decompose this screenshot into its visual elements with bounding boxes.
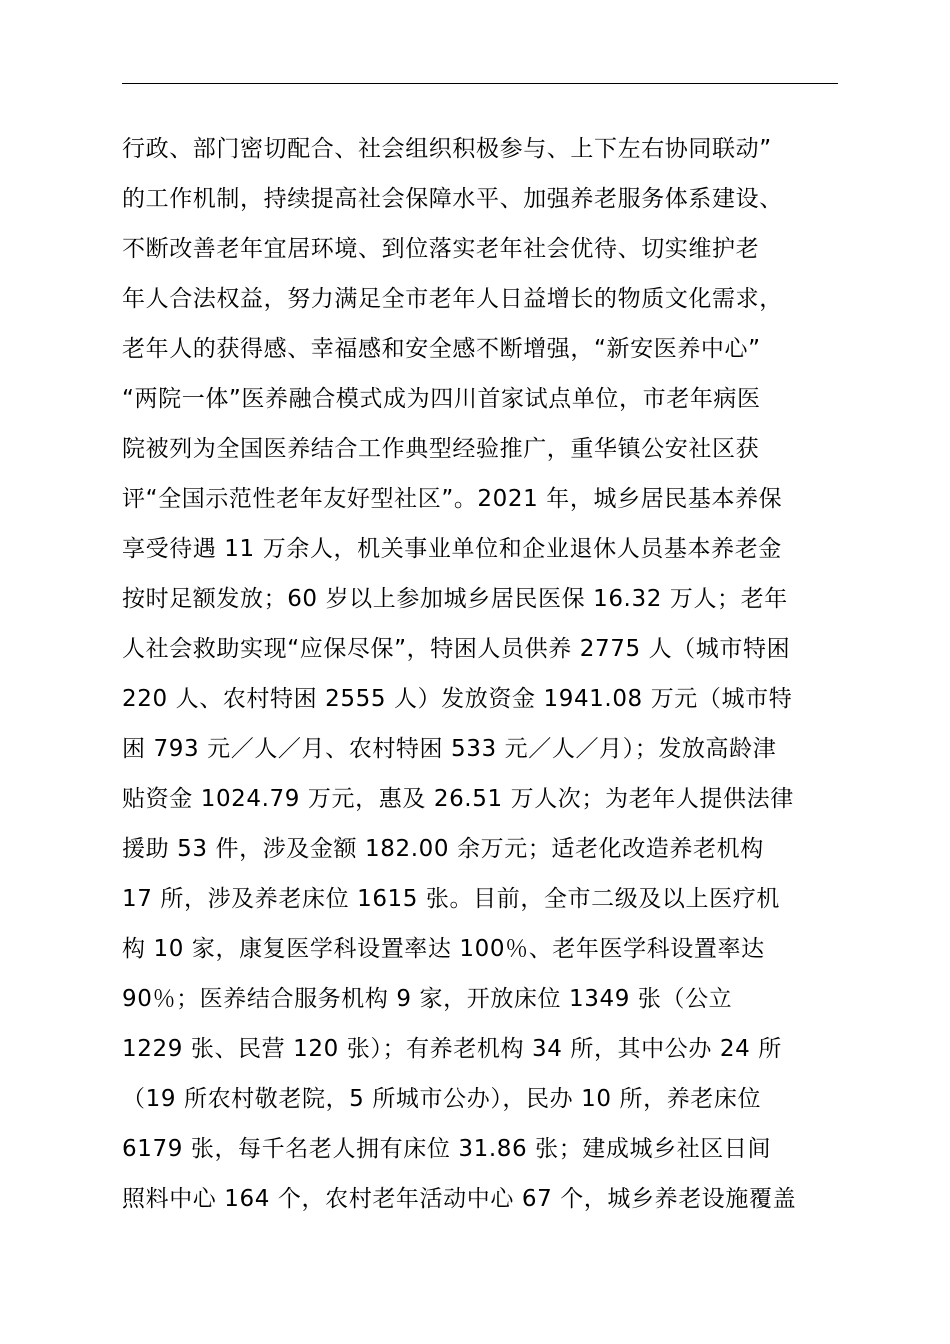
text-line: 90％；医养结合服务机构 9 家，开放床位 1349 张（公立 bbox=[122, 986, 733, 1012]
text-line: 220 人、农村特困 2555 人）发放资金 1941.08 万元（城市特 bbox=[122, 686, 793, 712]
text-line: 援助 53 件，涉及金额 182.00 余万元；适老化改造养老机构 bbox=[122, 836, 764, 862]
text-line: 照料中心 164 个，农村老年活动中心 67 个，城乡养老设施覆盖 bbox=[122, 1186, 797, 1212]
text-line: 按时足额发放；60 岁以上参加城乡居民医保 16.32 万人；老年 bbox=[122, 586, 788, 612]
header-rule bbox=[122, 83, 838, 84]
text-line: 1229 张、民营 120 张）；有养老机构 34 所，其中公办 24 所 bbox=[122, 1036, 782, 1062]
text-line: 的工作机制，持续提高社会保障水平、加强养老服务体系建设、 bbox=[122, 186, 783, 212]
text-line: 贴资金 1024.79 万元，惠及 26.51 万人次；为老年人提供法律 bbox=[122, 786, 794, 812]
text-line: 老年人的获得感、幸福感和安全感不断增强，“新安医养中心” bbox=[122, 336, 761, 362]
text-line: 行政、部门密切配合、社会组织积极参与、上下左右协同联动” bbox=[122, 136, 772, 162]
body-paragraph bbox=[122, 124, 862, 1224]
text-line: 不断改善老年宜居环境、到位落实老年社会优待、切实维护老 bbox=[122, 236, 760, 262]
text-line: 享受待遇 11 万余人，机关事业单位和企业退休人员基本养老金 bbox=[122, 536, 782, 562]
text-line: “两院一体”医养融合模式成为四川首家试点单位，市老年病医 bbox=[122, 386, 761, 412]
text-line: 院被列为全国医养结合工作典型经验推广，重华镇公安社区获 bbox=[122, 436, 760, 462]
text-line: 构 10 家，康复医学科设置率达 100％、老年医学科设置率达 bbox=[122, 936, 765, 962]
text-line: 年人合法权益，努力满足全市老年人日益增长的物质文化需求， bbox=[122, 286, 783, 312]
text-line: 17 所，涉及养老床位 1615 张。目前，全市二级及以上医疗机 bbox=[122, 886, 780, 912]
text-line: 6179 张，每千名老人拥有床位 31.86 张；建成城乡社区日间 bbox=[122, 1136, 772, 1162]
text-line: 评“全国示范性老年友好型社区”。2021 年，城乡居民基本养保 bbox=[122, 486, 783, 512]
text-line: （19 所农村敬老院，5 所城市公办），民办 10 所，养老床位 bbox=[122, 1086, 762, 1112]
text-line: 人社会救助实现“应保尽保”，特困人员供养 2775 人（城市特困 bbox=[122, 636, 791, 662]
text-line: 困 793 元／人／月、农村特困 533 元／人／月）；发放高龄津 bbox=[122, 736, 777, 762]
